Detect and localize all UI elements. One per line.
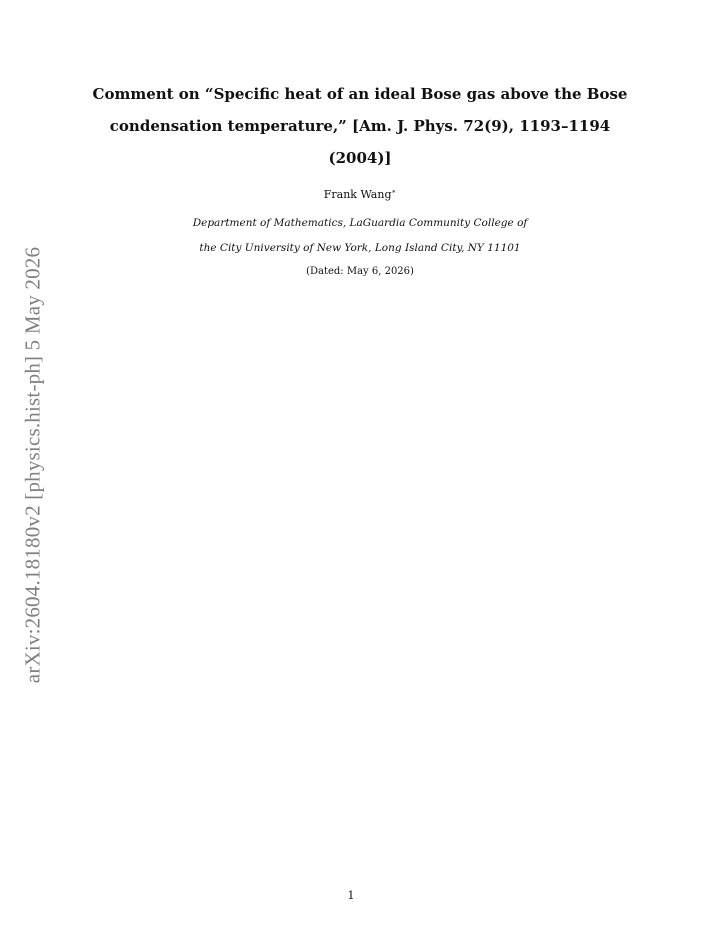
page-number: 1 xyxy=(347,889,355,902)
date-line: (Dated: May 6, 2026) xyxy=(306,266,414,277)
affiliation xyxy=(150,211,570,261)
title-line-2: condensation temperature,” [Am. J. Phys. 72(9), 1193–1194 xyxy=(109,117,611,135)
title-line-3: (2004)] xyxy=(328,149,392,167)
paper-title xyxy=(80,78,640,174)
affiliation-line-2: the City University of New York, Long Island City, NY 11101 xyxy=(199,242,521,254)
affiliation-line-1: Department of Mathematics, LaGuardia Community College of xyxy=(192,217,528,229)
title-line-1: Comment on “Specific heat of an ideal Bose gas above the Bose xyxy=(92,85,628,103)
author-line xyxy=(0,187,720,203)
author-footnote-mark: ∗ xyxy=(391,187,397,196)
author-name: Frank Wang xyxy=(323,188,392,201)
arxiv-identifier-stamp: arXiv:2604.18180v2 [physics.hist-ph] 5 May 2026 xyxy=(20,246,45,684)
